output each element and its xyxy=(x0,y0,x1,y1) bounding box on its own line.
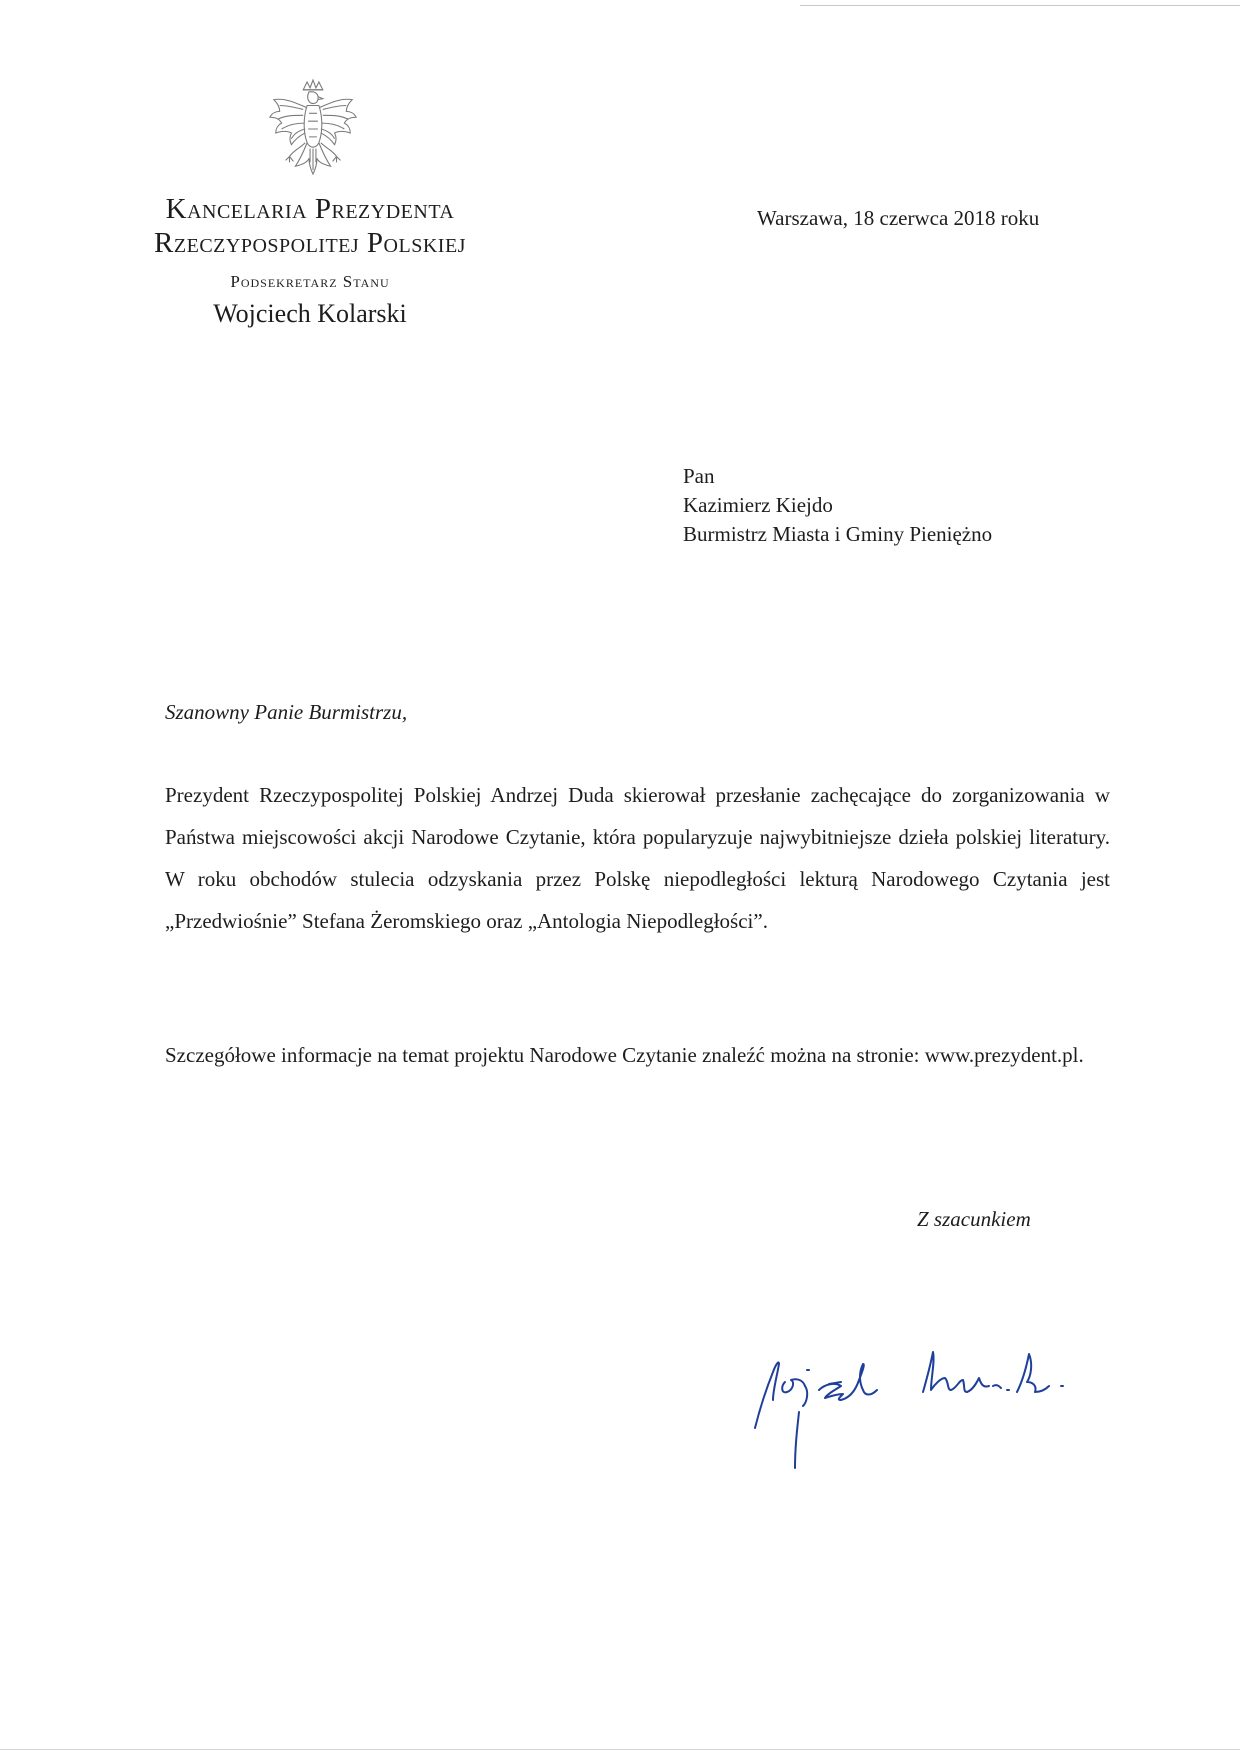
polish-eagle-emblem-icon xyxy=(264,78,362,182)
recipient-block xyxy=(683,462,992,549)
official-name: Wojciech Kolarski xyxy=(213,299,407,328)
letter-date: Warszawa, 18 czerwca 2018 roku xyxy=(757,206,1040,230)
salutation: Szanowny Panie Burmistrzu, xyxy=(165,700,408,724)
recipient-title: Pan xyxy=(683,464,715,488)
recipient-name: Kazimierz Kiejdo xyxy=(683,493,833,517)
recipient-function: Burmistrz Miasta i Gminy Pieniężno xyxy=(683,522,993,546)
scan-edge-line-bottom xyxy=(0,1749,1240,1750)
letterhead xyxy=(100,192,520,330)
signature-strokes xyxy=(755,1352,1063,1468)
office-name-line-1: Kancelaria Prezydenta xyxy=(165,193,455,225)
closing-phrase: Z szacunkiem xyxy=(917,1207,1031,1231)
office-name-line-2: Rzeczypospolitej Polskiej xyxy=(154,227,466,259)
position-title: Podsekretarz Stanu xyxy=(230,272,390,291)
handwritten-signature xyxy=(745,1320,1135,1480)
scan-edge-line-top xyxy=(800,5,1240,6)
body-paragraph-1: Prezydent Rzeczypospolitej Polskiej Andrzej Duda skierował przesłanie zachęcające do zorganizowania w Państwa miejscowości akcji Narodowe Czytanie, która popularyzuje najwybitniejsze dzieła polskiej literatury. W roku obchodów stulecia odzyskania przez Polskę niepodległości lekturą Narodowego Czytania jest „Przedwiośnie” Stefana Żeromskiego oraz „Antologia Niepodległości”. xyxy=(165,783,1110,933)
body-paragraph-2: Szczegółowe informacje na temat projektu Narodowe Czytanie znaleźć można na stronie: www.prezydent.pl. xyxy=(165,1043,1084,1067)
